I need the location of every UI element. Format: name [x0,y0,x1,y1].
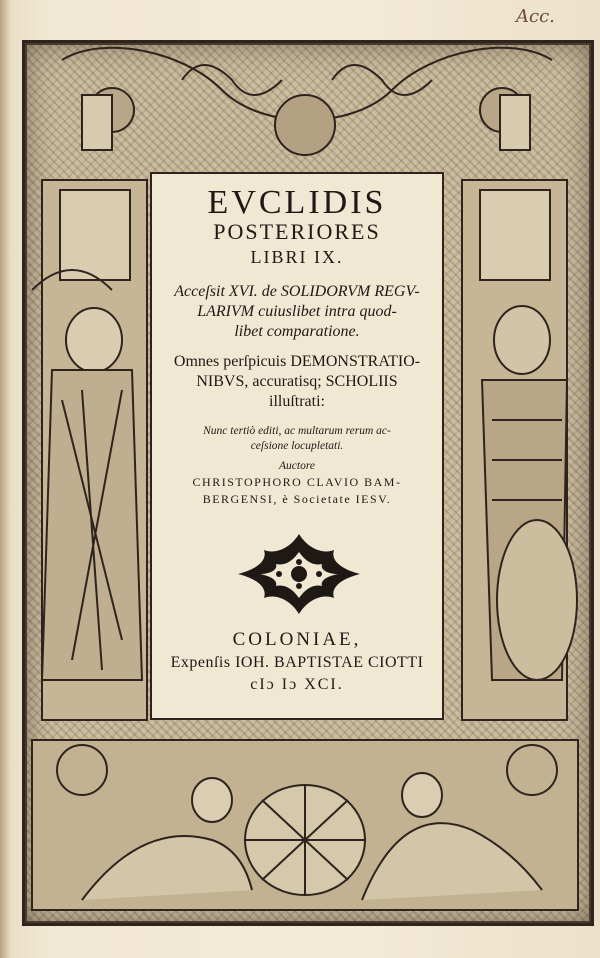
author-line-1: CHRISTOPHORO CLAVIO BAM- [192,475,402,489]
subtitle-line-2: LIBRI IX. [250,247,344,267]
edition-note-line-2: ceſsione locupletati. [250,440,344,452]
imprint-date: cIɔ Iɔ XCI. [250,676,344,693]
author-line-2: BERGENSI, è Societate IESV. [202,492,392,506]
edition-note [180,424,414,454]
edition-note-line-1: Nunc tertiò editi, ac multarum rerum ac- [203,425,391,437]
title-text-panel [150,172,444,720]
omnes-line-1: Omnes perſpicuis DEMONSTRATIO- [173,353,421,370]
accessit-paragraph [166,282,428,342]
bottom-allegorical-scene [32,740,578,910]
imprint-city: COLONIAE, [232,629,362,650]
omnes-paragraph [162,352,432,412]
top-cartouche-ornament [62,48,552,155]
handwritten-note: Acc. [516,6,555,27]
subtitle-line-1: POSTERIORES [213,219,381,244]
accessit-line-1: Acceſsit XVI. de SOLIDORVM REGV- [174,283,420,300]
imprint-block [152,628,442,696]
accessit-line-2: LARIVM cuiuslibet intra quod- [197,303,397,320]
omnes-line-2: NIBVS, accuratisq; SCHOLIIS [196,373,398,390]
imprint-publisher: Expenſis IOH. BAPTISTAE CIOTTI [170,654,424,671]
omnes-line-3: illuſtrati: [269,393,325,410]
author-block [160,474,434,508]
accessit-line-3: libet comparatione. [234,323,360,340]
auctore-label: Auctore [279,460,315,472]
fleuron-ornament-icon [234,530,364,618]
book-title: EVCLIDIS [207,184,387,221]
